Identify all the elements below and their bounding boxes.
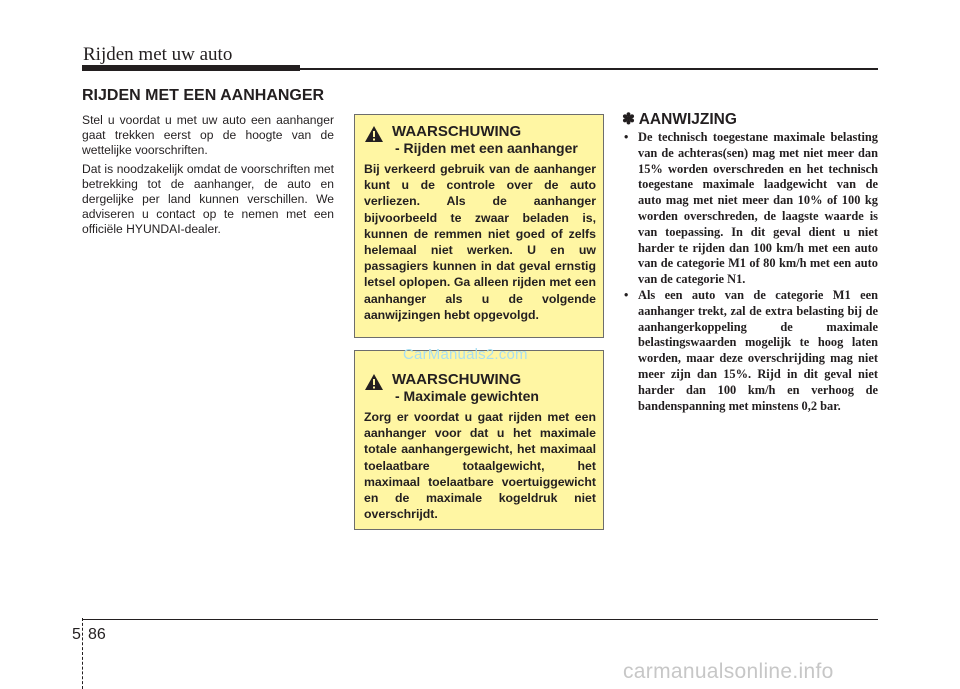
warning-text: Zorg er voordat u gaat rijden met een aanhanger voor dat u het maximale totale aanhangergewicht, het maximaal toelaatbare totaalgewicht, het maximaal toelaatbare voertuiggewicht en de maximale kogeldruk niet overschrijdt. [364, 410, 596, 522]
warning-title: WAARSCHUWING [392, 123, 522, 140]
warning-header [364, 123, 596, 157]
header-rule-thick [82, 65, 300, 71]
note-item [622, 130, 878, 288]
note-symbol-icon: ✽ [622, 111, 635, 128]
note-list [622, 130, 878, 414]
intro-paragraph: Stel u voordat u met uw auto een aanhanger gaat trekken eerst op de hoogte van de wettelijke voorschriften. [82, 113, 334, 157]
warning-triangle-icon [364, 373, 384, 391]
footer-rule [82, 619, 878, 620]
warning-title: WAARSCHUWING [392, 371, 522, 388]
note-item [622, 288, 878, 414]
section-title: RIJDEN MET EEN AANHANGER [82, 87, 325, 104]
bullet-icon: • [624, 287, 629, 302]
warning-text: Bij verkeerd gebruik van de aanhanger kunt u de controle over de auto verliezen. Als de aanhanger bijvoorbeeld te zwaar beladen is, kunnen de remmen niet goed of zelfs helemaal niet werken. U en uw passagiers kunnen in dat geval ernstig letsel oplopen. Ga alleen rijden met een aanhanger als u de volgende aanwijzingen hebt opgevolgd. [364, 162, 596, 322]
watermark-link[interactable]: CarManuals2.com [403, 346, 528, 363]
intro-paragraph: Dat is noodzakelijk omdat de voorschriften met betrekking tot de aanhanger, de auto en dergelijke per land kunnen verschillen. We adviseren u contact op te nemen met een officiële HYUNDAI-dealer. [82, 162, 334, 236]
warning-subtitle: - Maximale gewichten [395, 388, 539, 404]
note-item-text: De technisch toegestane maximale belasting van de achteras(sen) mag met niet meer dan 15% worden overschreden en het technisch toegestane maximale laadgewicht van de auto mag met niet meer dan 10% of 100 kg worden overschreden, de laagste waarde is van toepassing. In dit geval dient u niet harder te rijden dan 100 km/h met een auto van de categorie M1 of 80 km/h met een auto van de categorie N1. [638, 130, 878, 287]
bullet-icon: • [624, 130, 629, 144]
page-number: 86 [88, 626, 106, 643]
note-title-text: AANWIJZING [638, 111, 737, 128]
warning-box-towing [354, 114, 604, 338]
footer-watermark-link[interactable]: carmanualsonline.info [623, 660, 834, 683]
warning-subtitle: - Rijden met een aanhanger [395, 140, 578, 156]
note-item-text: Als een auto van de categorie M1 een aanhanger trekt, zal de extra belasting bij de aanhangerkoppeling de maximale belastingswaarden mogelijk te hoog laten worden, maar deze overschrijding mag niet meer zijn dan 15%. Rijd in dit geval niet harder dan 100 km/h en verhoog de bandenspanning met minstens 0,2 bar. [638, 287, 878, 413]
warning-triangle-icon [364, 125, 384, 143]
warning-box-max-weights [354, 350, 604, 530]
page-divider [82, 618, 83, 689]
header-rule-thin [300, 68, 878, 70]
note-title [622, 110, 737, 129]
running-header: Rijden met uw auto [83, 44, 233, 65]
chapter-number: 5 [72, 626, 81, 643]
warning-header [364, 371, 596, 405]
intro-text [82, 113, 334, 241]
